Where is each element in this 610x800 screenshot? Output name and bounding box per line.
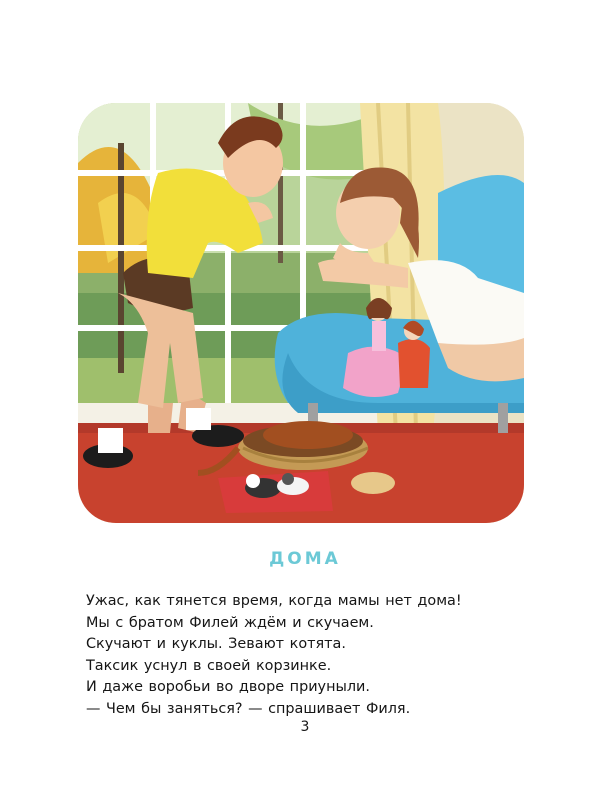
story-title: ДОМА [269,549,341,569]
story-line: Таксик уснул в своей корзинке. [86,657,332,674]
story-illustration [78,103,524,523]
story-text [86,591,526,721]
kittens-cushion [218,471,333,513]
page-number: 3 [300,719,310,735]
story-line: Скучают и куклы. Зевают котята. [86,636,346,653]
story-line: — Чем бы заняться? — спрашивает Филя. [86,700,411,717]
story-line: Ужас, как тянется время, когда мамы нет дома! [86,593,462,609]
sleeping-kitten [351,472,395,494]
story-line: Мы с братом Филей ждём и скучаем. [86,614,374,631]
illustration-drawing [78,103,524,523]
story-line: И даже воробьи во дворе приуныли. [86,679,370,696]
